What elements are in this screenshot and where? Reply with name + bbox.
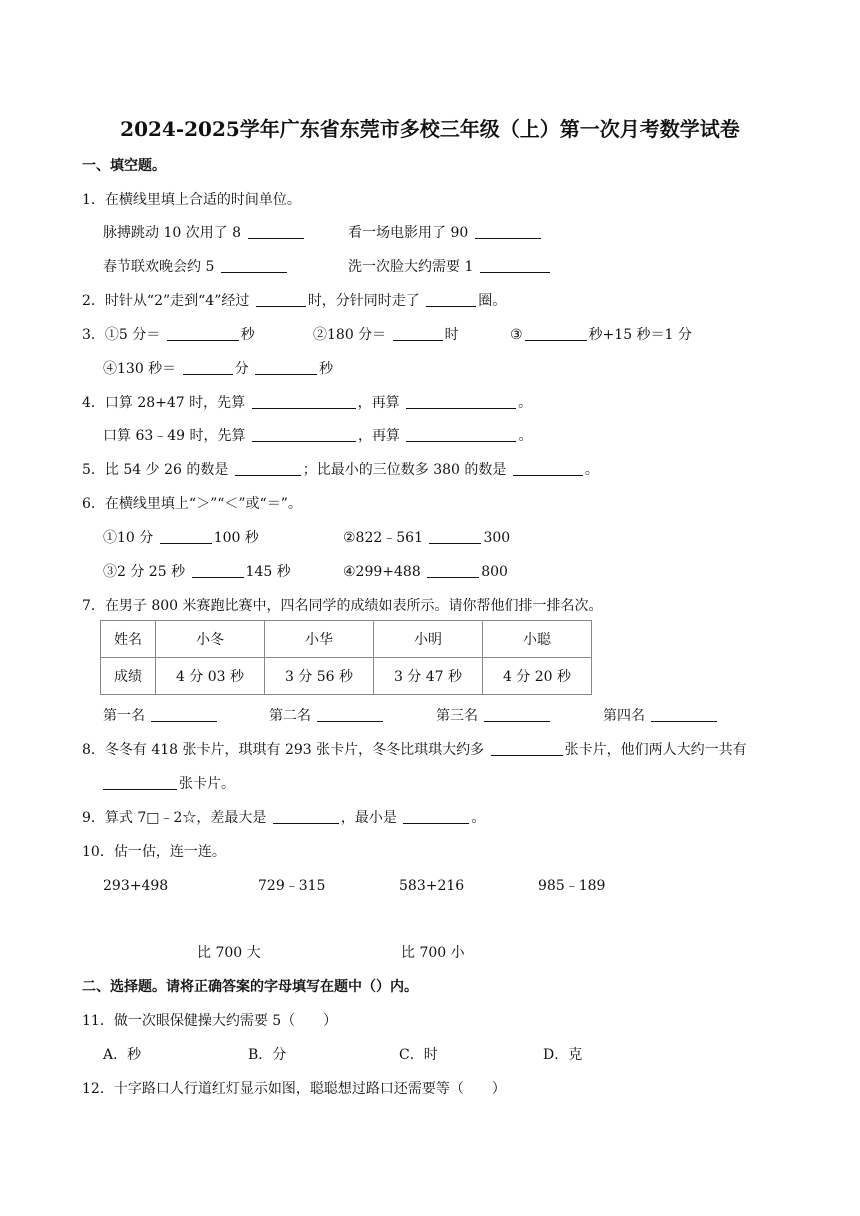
question-3-part-3	[510, 326, 692, 344]
rank-third	[436, 707, 552, 725]
answer-blank[interactable]	[252, 427, 356, 442]
question-4-b-text: 口算 63﹣49 时，先算	[103, 428, 246, 444]
target-greater-than-700[interactable]: 比 700 大	[197, 945, 261, 961]
rank-fourth-label: 第四名	[603, 708, 645, 724]
rank-fourth	[603, 707, 719, 725]
question-9	[82, 809, 485, 827]
answer-blank[interactable]	[183, 360, 233, 375]
question-6-d-right: 800	[481, 564, 508, 580]
option-c[interactable]: C．时	[399, 1047, 438, 1063]
table-cell: 成绩	[101, 658, 156, 695]
question-4-b-end: 。	[518, 428, 533, 444]
table-cell: 4 分 20 秒	[483, 658, 592, 695]
question-9-text-2: ，最小是	[340, 810, 397, 826]
question-1-item-c	[103, 258, 289, 276]
section-heading-fill-blank: 一、填空题。	[82, 158, 166, 174]
table-cell: 小冬	[156, 621, 265, 658]
answer-blank[interactable]	[429, 529, 481, 544]
question-6-b-left: ②822﹣561	[343, 530, 423, 546]
question-2-text-2: 时，分针同时走了	[307, 293, 420, 309]
rank-second-label: 第二名	[269, 708, 311, 724]
question-11-stem: 11．做一次眼保健操大约需要 5（ ）	[82, 1013, 338, 1029]
question-6-a-left: ①10 分	[103, 530, 154, 546]
table-cell: 小明	[374, 621, 483, 658]
question-5-text-1: 5．比 54 少 26 的数是	[82, 462, 229, 478]
question-9-text-1: 9．算式 7□﹣2☆，差最大是	[82, 810, 267, 826]
table-cell: 姓名	[101, 621, 156, 658]
answer-blank[interactable]	[235, 461, 301, 476]
expression-1[interactable]: 293+498	[103, 878, 169, 894]
question-8-line-2	[103, 775, 235, 793]
question-5-text-3: 。	[584, 462, 599, 478]
rank-first-label: 第一名	[103, 708, 145, 724]
answer-blank[interactable]	[403, 809, 469, 824]
question-2-text-3: 圈。	[478, 293, 507, 309]
rank-first	[103, 707, 219, 725]
question-3-b-unit: 时	[444, 327, 459, 343]
table-cell: 4 分 03 秒	[156, 658, 265, 695]
question-1-a-text: 脉搏跳动 10 次用了 8	[103, 225, 242, 241]
question-3-a-unit: 秒	[240, 327, 255, 343]
question-6-b-right: 300	[483, 530, 511, 546]
question-3-d-unit-2: 秒	[319, 361, 334, 377]
answer-blank[interactable]	[426, 292, 476, 307]
table-cell: 3 分 56 秒	[265, 658, 374, 695]
table-cell: 3 分 47 秒	[374, 658, 483, 695]
answer-blank[interactable]	[273, 809, 339, 824]
question-6-item-4	[343, 563, 508, 581]
option-b[interactable]: B．分	[248, 1047, 287, 1063]
question-3-a-text: 3．①5 分＝	[82, 327, 161, 343]
question-3-d-text: ④130 秒＝	[103, 361, 177, 377]
answer-blank[interactable]	[151, 707, 217, 722]
question-1-b-text: 看一场电影用了 90	[348, 225, 469, 241]
answer-blank[interactable]	[103, 775, 177, 790]
question-6-stem: 6．在横线里填上“＞”“＜”或“＝”。	[82, 496, 302, 512]
answer-blank[interactable]	[317, 707, 383, 722]
question-3-part-4	[103, 360, 333, 378]
question-4-line-1	[82, 394, 532, 412]
race-results-table	[100, 620, 592, 695]
question-10-stem: 10．估一估，连一连。	[82, 844, 226, 860]
question-4-a-text-2: ，再算	[357, 395, 400, 411]
answer-blank[interactable]	[255, 360, 317, 375]
question-7-stem: 7．在男子 800 米赛跑比赛中，四名同学的成绩如表所示。请你帮他们排一排名次。	[82, 598, 603, 614]
answer-blank[interactable]	[491, 741, 563, 756]
question-3-c-text: ③	[510, 327, 523, 343]
question-1-c-text: 春节联欢晚会约 5	[103, 259, 215, 275]
question-1-item-d	[348, 258, 552, 276]
answer-blank[interactable]	[252, 394, 356, 409]
question-6-d-left: ④299+488	[343, 564, 421, 580]
question-4-line-2	[103, 427, 532, 445]
question-8-text-3: 张卡片。	[179, 776, 235, 792]
answer-blank[interactable]	[192, 563, 244, 578]
answer-blank[interactable]	[248, 224, 304, 239]
question-8-text-2: 张卡片，他们两人大约一共有	[564, 742, 747, 758]
question-1-d-text: 洗一次脸大约需要 1	[348, 259, 474, 275]
answer-blank[interactable]	[393, 326, 443, 341]
question-1-item-b	[348, 224, 543, 242]
table-cell: 小聪	[483, 621, 592, 658]
question-6-c-left: ③2 分 25 秒	[103, 564, 186, 580]
option-d[interactable]: D．克	[543, 1047, 583, 1063]
answer-blank[interactable]	[475, 224, 541, 239]
answer-blank[interactable]	[525, 326, 587, 341]
question-12-stem: 12．十字路口人行道红灯显示如图，聪聪想过路口还需要等（ ）	[82, 1081, 506, 1097]
question-2-text-1: 2．时针从“2”走到“4”经过	[82, 293, 250, 309]
question-6-item-2	[343, 529, 510, 547]
question-1-stem: 1．在横线里填上合适的时间单位。	[82, 192, 301, 208]
target-less-than-700[interactable]: 比 700 小	[401, 945, 465, 961]
table-row	[101, 658, 592, 695]
section-heading-multiple-choice: 二、选择题。请将正确答案的字母填写在题中（）内。	[82, 979, 418, 995]
question-3-b-text: ②180 分＝	[313, 327, 387, 343]
question-4-a-end: 。	[518, 395, 533, 411]
answer-blank[interactable]	[484, 707, 550, 722]
answer-blank[interactable]	[513, 461, 583, 476]
question-8-line-1	[82, 741, 747, 759]
question-6-item-3	[103, 563, 291, 581]
rank-second	[269, 707, 385, 725]
question-3-c-unit: 秒+15 秒＝1 分	[588, 327, 692, 343]
question-6-a-right: 100 秒	[213, 530, 259, 546]
answer-blank[interactable]	[427, 563, 479, 578]
expression-2[interactable]: 729﹣315	[258, 878, 326, 894]
rank-third-label: 第三名	[436, 708, 478, 724]
answer-blank[interactable]	[651, 707, 717, 722]
expression-4[interactable]: 985﹣189	[538, 878, 606, 894]
answer-blank[interactable]	[406, 394, 516, 409]
question-6-item-1	[103, 529, 259, 547]
page-title: 2024-2025学年广东省东莞市多校三年级（上）第一次月考数学试卷	[120, 117, 740, 141]
answer-blank[interactable]	[256, 292, 306, 307]
expression-3[interactable]: 583+216	[399, 878, 465, 894]
question-5	[82, 461, 599, 479]
question-1-item-a	[103, 224, 306, 242]
question-8-text-1: 8．冬冬有 418 张卡片，琪琪有 293 张卡片，冬冬比琪琪大约多	[82, 742, 485, 758]
answer-blank[interactable]	[221, 258, 287, 273]
question-3-part-1	[82, 326, 255, 344]
answer-blank[interactable]	[406, 427, 516, 442]
answer-blank[interactable]	[480, 258, 550, 273]
question-3-part-2	[313, 326, 459, 344]
question-6-c-right: 145 秒	[245, 564, 291, 580]
question-9-text-3: 。	[471, 810, 486, 826]
question-5-text-2: ；比最小的三位数多 380 的数是	[302, 462, 507, 478]
table-cell: 小华	[265, 621, 374, 658]
answer-blank[interactable]	[160, 529, 212, 544]
question-2	[82, 292, 506, 310]
question-3-d-unit-1: 分	[234, 361, 249, 377]
option-a[interactable]: A．秒	[103, 1047, 142, 1063]
answer-blank[interactable]	[167, 326, 239, 341]
question-4-a-text: 4．口算 28+47 时，先算	[82, 395, 246, 411]
table-row	[101, 621, 592, 658]
question-4-b-text-2: ，再算	[357, 428, 400, 444]
